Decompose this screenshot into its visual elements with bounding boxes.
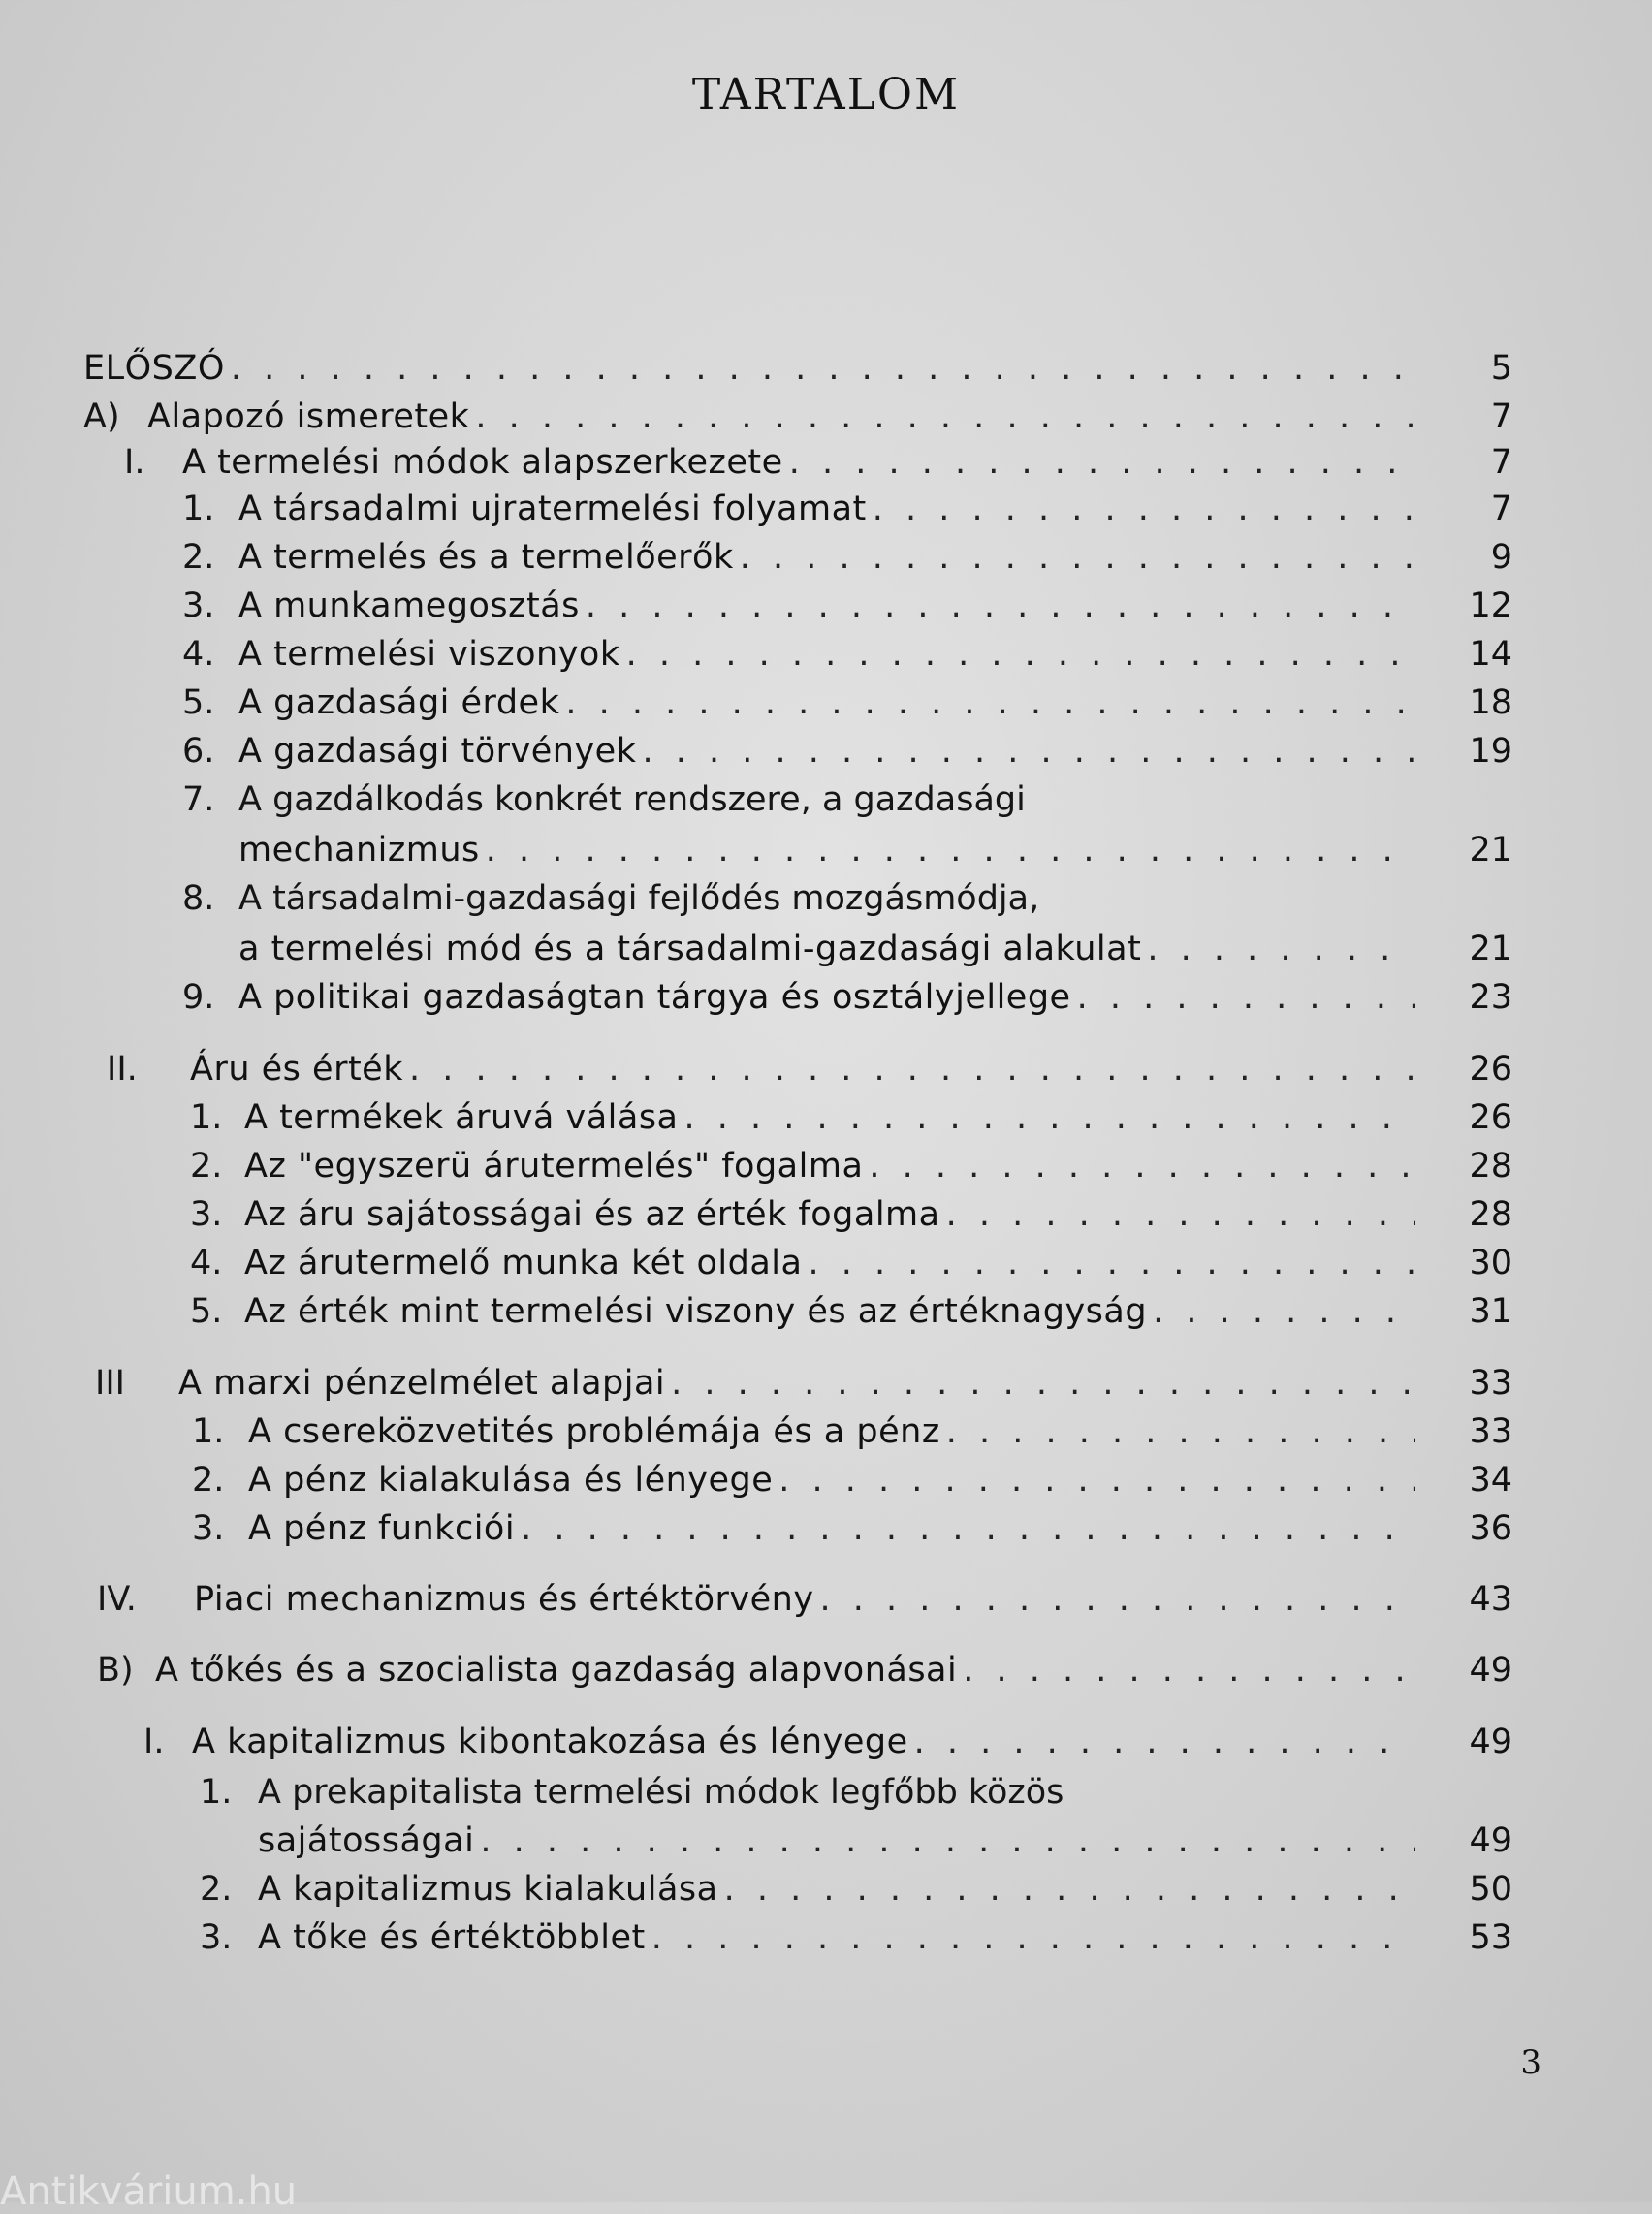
toc-number: 1.: [192, 1412, 225, 1451]
toc-title: Áru és érték: [190, 1050, 403, 1089]
toc-row: [0, 1456, 1652, 1504]
toc-entry: [248, 1407, 1415, 1456]
dot-leader: [521, 1504, 1415, 1553]
toc-title: A kapitalizmus kialakulása: [258, 1870, 718, 1909]
toc-number: 1.: [200, 1773, 233, 1812]
toc-row: [0, 775, 1652, 824]
page-number: 3: [1520, 2043, 1541, 2082]
toc-page-number: 14: [1469, 635, 1512, 674]
toc-entry: [238, 727, 1415, 775]
toc-title: A termelés és a termelőerők: [238, 538, 734, 577]
toc-number: 4.: [190, 1244, 223, 1282]
dot-leader: [1077, 973, 1415, 1022]
toc-row: [0, 1865, 1652, 1914]
toc-page-number: 50: [1469, 1870, 1512, 1909]
toc-entry: [244, 1239, 1415, 1287]
toc-page-number: 5: [1490, 349, 1512, 388]
toc-number: 2.: [192, 1461, 225, 1500]
toc-page-number: 19: [1469, 732, 1512, 771]
toc-entry: [244, 1093, 1415, 1142]
toc-number: 3.: [200, 1918, 233, 1957]
toc-page-number: 34: [1469, 1461, 1512, 1500]
toc-row: [0, 1359, 1652, 1407]
toc-number: 2.: [190, 1147, 223, 1186]
toc-number: II.: [107, 1050, 138, 1089]
toc-number: 1.: [182, 490, 215, 528]
toc-page-number: 23: [1469, 978, 1512, 1017]
toc-number: 2.: [200, 1870, 233, 1909]
toc-entry: [238, 679, 1415, 727]
dot-leader: [946, 1407, 1415, 1456]
toc-page-number: 12: [1469, 586, 1512, 625]
toc-title: A kapitalizmus kibontakozása és lényege: [192, 1723, 908, 1761]
dot-leader: [671, 1359, 1415, 1407]
toc-entry: [244, 1190, 1415, 1239]
toc-entry: [83, 344, 1415, 393]
toc-page-number: 7: [1490, 397, 1512, 436]
dot-leader: [409, 1045, 1415, 1093]
toc-title: A pénz kialakulása és lényege: [248, 1461, 774, 1500]
toc-row: [0, 1045, 1652, 1093]
toc-entry: [190, 1045, 1415, 1093]
toc-row: [0, 874, 1652, 923]
toc-entry: [155, 1646, 1415, 1694]
dot-leader: [486, 826, 1415, 874]
dot-leader: [231, 344, 1415, 393]
toc-page-number: 26: [1469, 1050, 1512, 1089]
toc-number: IV.: [97, 1580, 137, 1619]
toc-title: A tőkés és a szocialista gazdaság alapvonásai: [155, 1651, 958, 1690]
toc-title: A pénz funkciói: [248, 1509, 516, 1548]
toc-row: [0, 485, 1652, 533]
toc-page-number: 49: [1469, 1821, 1512, 1860]
toc-page-number: 33: [1469, 1412, 1512, 1451]
dot-leader: [724, 1865, 1415, 1914]
toc-entry: [178, 1359, 1415, 1407]
toc-entry: [194, 1575, 1415, 1624]
toc-page-number: 36: [1469, 1509, 1512, 1548]
toc-entry: [238, 826, 1415, 874]
toc-title: sajátosságai: [258, 1821, 475, 1860]
dot-leader: [808, 1239, 1415, 1287]
toc-row: [0, 1093, 1652, 1142]
toc-number: 3.: [190, 1195, 223, 1234]
toc-row: [0, 1718, 1652, 1766]
toc-entry: [248, 1456, 1415, 1504]
dot-leader: [869, 1142, 1415, 1190]
toc-row: [0, 1287, 1652, 1336]
dot-leader: [946, 1190, 1415, 1239]
toc-number: A): [83, 397, 120, 436]
toc-number: 1.: [190, 1098, 223, 1137]
toc-title: A gazdasági törvények: [238, 732, 637, 771]
toc-number: 3.: [192, 1509, 225, 1548]
toc-title: A társadalmi ujratermelési folyamat: [238, 490, 867, 528]
toc-number: 7.: [182, 780, 215, 819]
toc-number: I.: [143, 1723, 165, 1761]
toc-entry: [244, 1142, 1415, 1190]
toc-row: [0, 1142, 1652, 1190]
toc-number: 4.: [182, 635, 215, 674]
toc-entry: [238, 630, 1415, 679]
toc-page-number: 28: [1469, 1147, 1512, 1186]
toc-number: 5.: [182, 683, 215, 722]
toc-title: A termelési módok alapszerkezete: [182, 443, 783, 482]
toc-row: [0, 925, 1652, 973]
toc-row: [0, 582, 1652, 630]
toc-entry: [258, 1914, 1415, 1962]
toc-entry: [238, 485, 1415, 533]
toc-row: [0, 1768, 1652, 1817]
toc-title: mechanizmus: [238, 831, 480, 870]
dot-leader: [684, 1093, 1416, 1142]
toc-number: 9.: [182, 978, 215, 1017]
toc-row: [0, 1407, 1652, 1456]
toc-number: 2.: [182, 538, 215, 577]
toc-entry: [238, 533, 1415, 582]
toc-number: 6.: [182, 732, 215, 771]
toc-page-number: 43: [1469, 1580, 1512, 1619]
toc-row: [0, 1190, 1652, 1239]
dot-leader: [643, 727, 1416, 775]
toc-page-number: 21: [1469, 831, 1512, 870]
toc-title: ELŐSZÓ: [83, 349, 225, 388]
toc-title: A termékek áruvá válása: [244, 1098, 679, 1137]
toc-entry: [238, 582, 1415, 630]
toc-title: Az érték mint termelési viszony és az értéknagyság: [244, 1292, 1148, 1331]
toc-entry: [238, 973, 1415, 1022]
toc-number: III: [95, 1364, 125, 1403]
toc-row: [0, 1914, 1652, 1962]
toc-row: [0, 1239, 1652, 1287]
dot-leader: [1147, 925, 1415, 973]
toc-title: A munkamegosztás: [238, 586, 580, 625]
toc-title: A csereközvetités problémája és a pénz: [248, 1412, 940, 1451]
toc-title: A társadalmi-gazdasági fejlődés mozgásmódja,: [238, 879, 1040, 918]
toc-title: A prekapitalista termelési módok legfőbb közös: [258, 1773, 1064, 1812]
toc-entry: [258, 1865, 1415, 1914]
toc-row: [0, 826, 1652, 874]
toc-title: Az áru sajátosságai és az érték fogalma: [244, 1195, 940, 1234]
toc-page-number: 53: [1469, 1918, 1512, 1957]
toc-page-number: 21: [1469, 930, 1512, 968]
toc-page-number: 49: [1469, 1723, 1512, 1761]
toc-page-number: 30: [1469, 1244, 1512, 1282]
toc-row: [0, 344, 1652, 393]
toc-page-number: 18: [1469, 683, 1512, 722]
dot-leader: [480, 1817, 1415, 1865]
toc-title: A politikai gazdaságtan tárgya és osztályjellege: [238, 978, 1071, 1017]
dot-leader: [778, 1456, 1415, 1504]
toc-title: A marxi pénzelmélet alapjai: [178, 1364, 666, 1403]
toc-title: A tőke és értéktöbblet: [258, 1918, 646, 1957]
toc-row: [0, 973, 1652, 1022]
dot-leader: [565, 679, 1415, 727]
toc-row: [0, 679, 1652, 727]
toc-entry: [258, 1817, 1415, 1865]
toc-title: A gazdálkodás konkrét rendszere, a gazdasági: [238, 780, 1026, 819]
toc-entry: [192, 1718, 1415, 1766]
toc-title: Piaci mechanizmus és értéktörvény: [194, 1580, 814, 1619]
toc-title: A gazdasági érdek: [238, 683, 560, 722]
toc-entry: [244, 1287, 1415, 1336]
toc-title: Az "egyszerü árutermelés" fogalma: [244, 1147, 864, 1186]
toc-row: [0, 1504, 1652, 1553]
toc-page-number: 49: [1469, 1651, 1512, 1690]
toc-row: [0, 438, 1652, 487]
dot-leader: [914, 1718, 1415, 1766]
toc-row: [0, 1646, 1652, 1694]
toc-entry: [248, 1504, 1415, 1553]
toc-page-number: 7: [1490, 443, 1512, 482]
dot-leader: [740, 533, 1415, 582]
toc-page-number: 9: [1490, 538, 1512, 577]
dot-leader: [626, 630, 1415, 679]
dot-leader: [586, 582, 1415, 630]
toc-number: 5.: [190, 1292, 223, 1331]
toc-page-number: 26: [1469, 1098, 1512, 1137]
toc-number: 3.: [182, 586, 215, 625]
toc-row: [0, 727, 1652, 775]
toc-entry: [182, 438, 1415, 487]
toc-row: [0, 533, 1652, 582]
dot-leader: [873, 485, 1415, 533]
dot-leader: [820, 1575, 1415, 1624]
page-title: TARTALOM: [691, 70, 961, 119]
toc-number: B): [97, 1651, 134, 1690]
toc-number: 8.: [182, 879, 215, 918]
toc-number: I.: [124, 443, 145, 482]
toc-entry: [238, 925, 1415, 973]
watermark: Antikvárium.hu: [0, 2169, 298, 2214]
toc-title: A termelési viszonyok: [238, 635, 620, 674]
dot-leader: [651, 1914, 1415, 1962]
toc-row: [0, 1575, 1652, 1624]
toc-row: [0, 393, 1652, 441]
toc-row: [0, 1817, 1652, 1865]
dot-leader: [963, 1646, 1415, 1694]
toc-title: a termelési mód és a társadalmi-gazdasági alakulat: [238, 930, 1142, 968]
dot-leader: [789, 438, 1415, 487]
dot-leader: [475, 393, 1415, 441]
toc-page-number: 31: [1469, 1292, 1512, 1331]
toc-page-number: 7: [1490, 490, 1512, 528]
toc-row: [0, 630, 1652, 679]
dot-leader: [1153, 1287, 1415, 1336]
toc-page-number: 33: [1469, 1364, 1512, 1403]
toc-entry: [147, 393, 1415, 441]
toc-title: Alapozó ismeretek: [147, 397, 470, 436]
toc-title: Az árutermelő munka két oldala: [244, 1244, 803, 1282]
toc-page-number: 28: [1469, 1195, 1512, 1234]
